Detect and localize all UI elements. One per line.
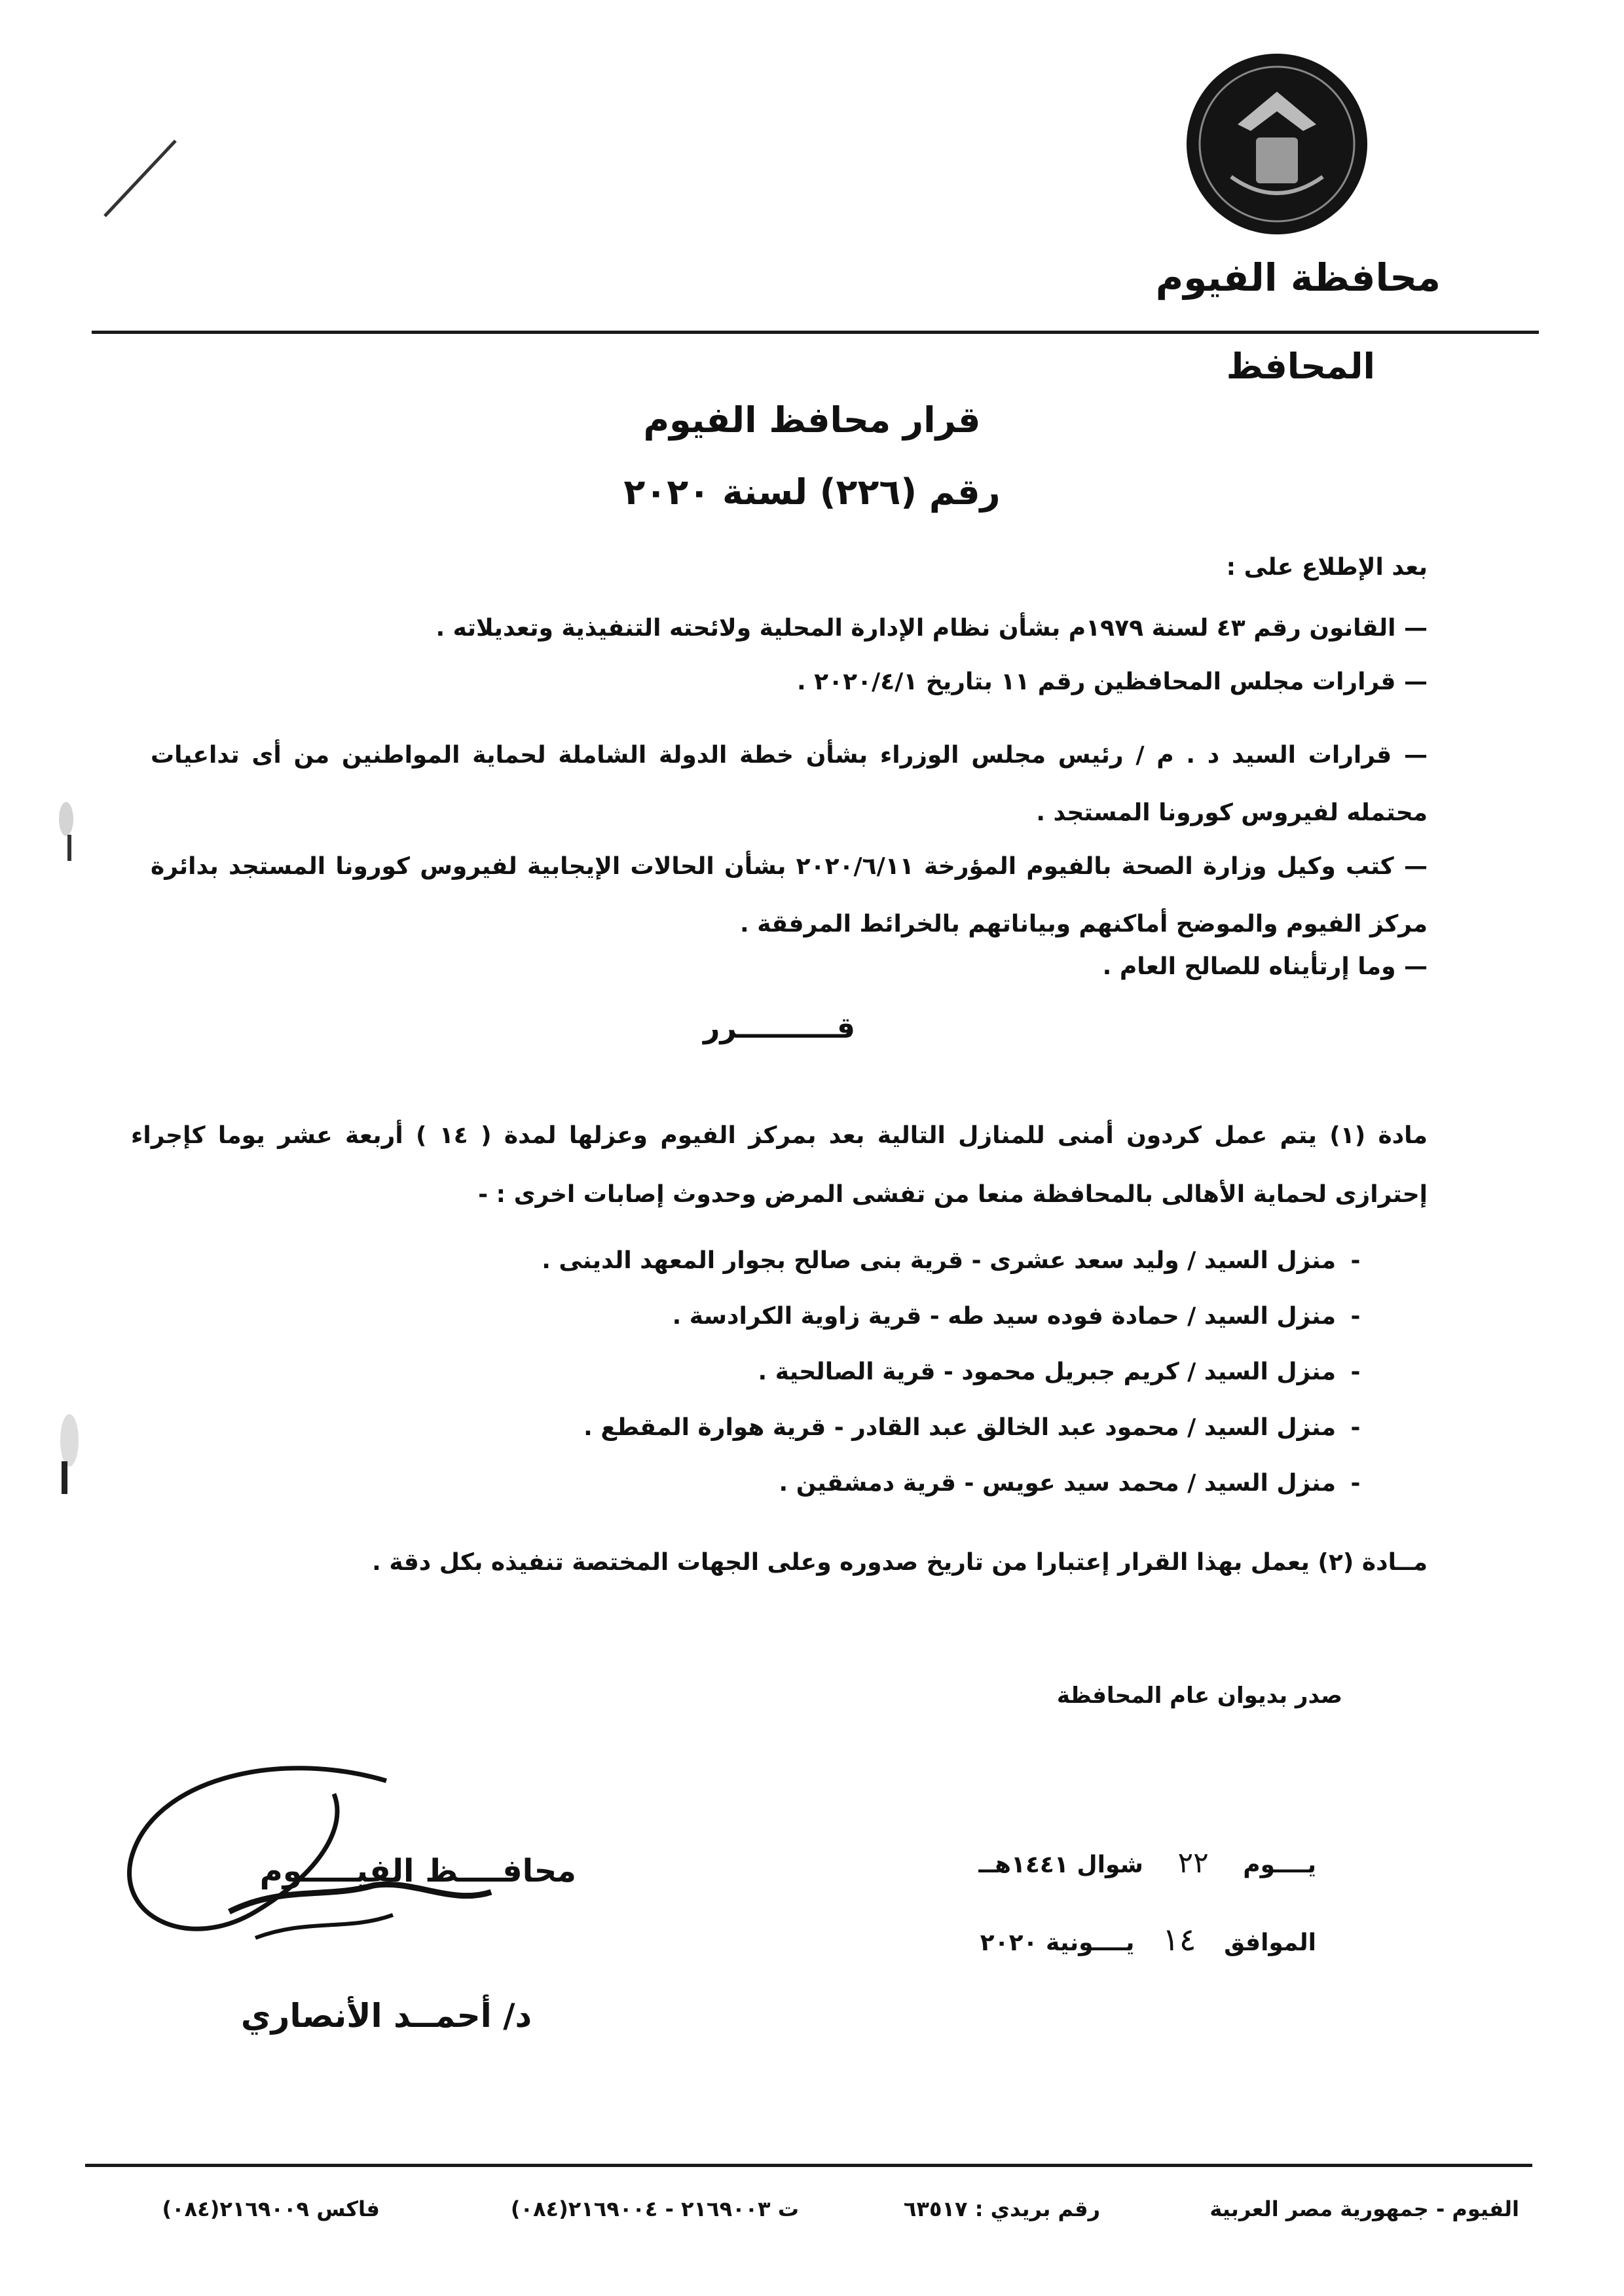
footer-phone: ت ٢١٦٩٠٠٣ - ٢١٦٩٠٠٤(٠٨٤) [510, 2196, 799, 2221]
gregorian-month: يــــونية ٢٠٢٠ [980, 1929, 1135, 1956]
gregorian-day: ١٤ [1162, 1922, 1196, 1958]
scan-edge-mark [67, 835, 71, 861]
house-item-text: منزل السيد / محمود عبد الخالق عبد القادر - قرية هوارة المقطع . [583, 1414, 1336, 1441]
footer-address: الفيوم - جمهورية مصر العربية [1209, 2196, 1519, 2221]
preamble-item [275, 953, 1428, 981]
article-1: مادة (١) يتم عمل كردون أمنى للمنازل التالية بعد بمركز الفيوم وعزلها لمدة ( ١٤ ) أربعة عشر يوما كإجراء إحترازى لحماية الأهالى بالمحافظة منعا من تفشى المرض وحدوث إصابات اخرى : - [131, 1122, 1428, 1208]
preamble-item [151, 727, 1428, 842]
bullet-dash: — [1395, 615, 1428, 642]
governorate-emblem [1179, 46, 1375, 242]
preamble-item [275, 614, 1428, 642]
preamble-item-text: القانون رقم ٤٣ لسنة ١٩٧٩م بشأن نظام الإدارة المحلية ولائحته التنفيذية وتعديلاته . [435, 615, 1396, 642]
bullet-dash: — [1392, 742, 1428, 769]
bullet-dash: — [1395, 953, 1428, 980]
bullet-dash: — [1393, 853, 1428, 880]
hijri-label: يــــوم [1243, 1851, 1316, 1878]
bullet-dash: - [1350, 1247, 1361, 1274]
hijri-month: شوال ١٤٤١هــ [978, 1851, 1143, 1878]
gregorian-date [904, 1922, 1316, 1958]
gregorian-label: الموافق [1224, 1929, 1316, 1956]
scan-speck [60, 1414, 79, 1467]
bullet-dash: - [1350, 1414, 1361, 1441]
scan-edge-mark [62, 1461, 67, 1494]
decision-word: قــــــــــرر [703, 1011, 855, 1045]
house-item [393, 1414, 1375, 1441]
house-item [393, 1247, 1375, 1274]
house-item-text: منزل السيد / حمادة فوده سيد طه - قرية زاوية الكرادسة . [672, 1303, 1336, 1330]
bullet-dash: — [1395, 668, 1428, 695]
decision-number: رقم (٢٢٦) لسنة ٢٠٢٠ [623, 471, 1001, 513]
preamble-item-text: كتب وكيل وزارة الصحة بالفيوم المؤرخة ٢٠٢٠/٦/١١ بشأن الحالات الإيجابية لفيروس كورونا المستجد بدائرة مركز الفيوم والموضح أماكنهم وبياناتهم بالخرائط المرفقة . [151, 853, 1428, 938]
preamble-item [151, 838, 1428, 953]
house-item-text: منزل السيد / وليد سعد عشرى - قرية بنى صالح بجوار المعهد الدينى . [542, 1247, 1336, 1274]
article-2: مــادة (٢) يعمل بهذا القرار إعتبارا من تاريخ صدوره وعلى الجهات المختصة تنفيذه بكل دقة . [372, 1549, 1428, 1576]
house-item [393, 1470, 1375, 1497]
house-item-text: منزل السيد / كريم جبريل محمود - قرية الصالحية . [758, 1358, 1336, 1385]
issued-at: صدر بديوان عام المحافظة [1056, 1683, 1342, 1709]
signatory-title: محافــــظ الفيـــــوم [259, 1853, 576, 1889]
header-divider [92, 331, 1539, 334]
hijri-date [904, 1846, 1316, 1880]
footer-fax: فاكس ٢١٦٩٠٠٩(٠٨٤) [162, 2196, 380, 2221]
footer-divider [85, 2164, 1532, 2167]
scan-speck [59, 802, 73, 836]
preamble-item [275, 668, 1428, 696]
bullet-dash: - [1350, 1358, 1361, 1385]
office-title: المحافظ [1226, 346, 1375, 387]
scan-pen-mark [98, 131, 190, 223]
signatory-name: د/ أحمــد الأنصاري [240, 1997, 532, 2035]
preamble-item-text: قرارات مجلس المحافظين رقم ١١ بتاريخ ٢٠٢٠/٤/١ . [796, 668, 1396, 695]
bullet-dash: - [1350, 1303, 1361, 1330]
footer-postal: رقم بريدي : ٦٣٥١٧ [903, 2196, 1100, 2221]
house-item [393, 1358, 1375, 1385]
bullet-dash: - [1350, 1470, 1361, 1497]
decision-title: قرار محافظ الفيوم [643, 399, 981, 441]
preamble-intro: بعد الإطلاع على : [1226, 554, 1428, 581]
house-item-text: منزل السيد / محمد سيد عويس - قرية دمشقين . [779, 1470, 1336, 1497]
house-item [393, 1303, 1375, 1330]
preamble-item-text: وما إرتأيناه للصالح العام . [1102, 953, 1396, 980]
hijri-day: ٢٢ [1177, 1846, 1209, 1880]
governorate-name: محافظة الفيوم [1155, 255, 1441, 300]
preamble-item-text: قرارات السيد د . م / رئيس مجلس الوزراء بشأن خطة الدولة الشاملة لحماية المواطنين من أى تداعيات محتمله لفيروس كورونا المستجد . [151, 742, 1428, 826]
